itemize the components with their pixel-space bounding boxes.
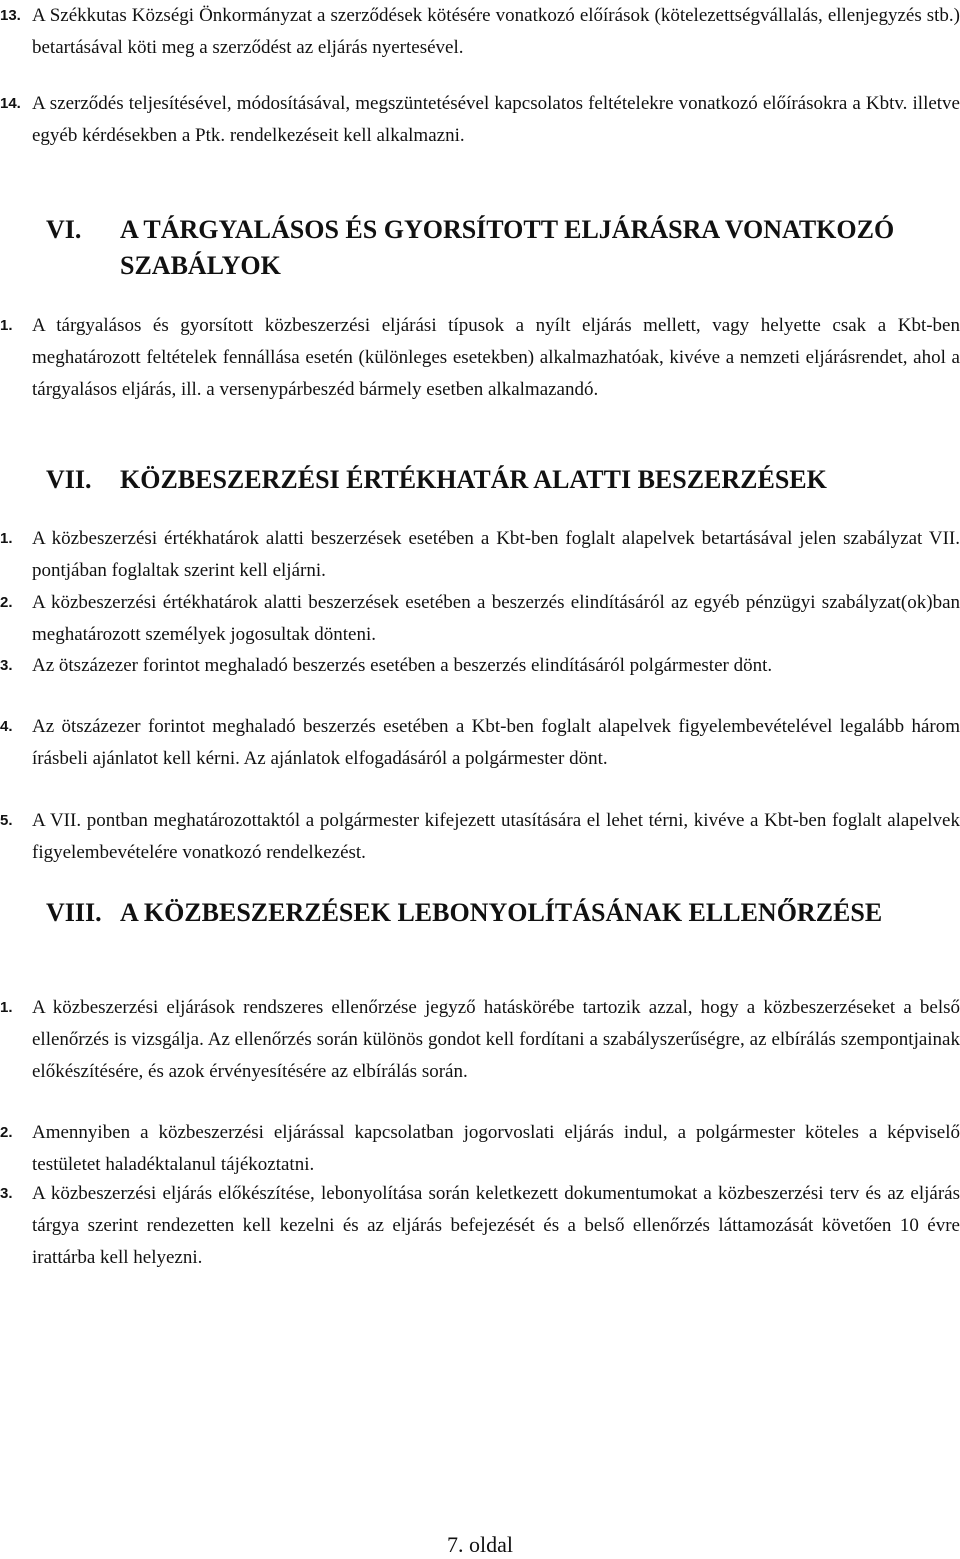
list-item [0, 650, 960, 682]
list-item [0, 88, 960, 152]
item-text: A közbeszerzési értékhatárok alatti beszerzések esetében a Kbt-ben foglalt alapelvek betartásával jelen szabályzat VII. pontjában foglaltak szerint kell eljárni. [32, 528, 960, 581]
section-number: VII. [46, 465, 92, 494]
list-item [0, 0, 960, 64]
list-item [0, 310, 960, 406]
item-number: 5. [0, 812, 13, 829]
item-number: 13. [0, 7, 21, 24]
section-heading-vii [0, 462, 960, 498]
item-text: A VII. pontban meghatározottaktól a polgármester kifejezett utasítására el lehet térni, kivéve a Kbt-ben foglalt alapelvek figyelembevételére vonatkozó rendelkezést. [32, 810, 960, 863]
section-heading-viii [0, 895, 960, 931]
item-text: Az ötszázezer forintot meghaladó beszerzés esetében a Kbt-ben foglalt alapelvek figyelembevételével legalább három írásbeli ajánlatot kell kérni. Az ajánlatok elfogadásáról a polgármester dönt. [32, 716, 960, 769]
item-text: A Székkutas Községi Önkormányzat a szerződések kötésére vonatkozó előírások (kötelezettségvállalás, ellenjegyzés stb.) betartásával köti meg a szerződést az eljárás nyertesével. [32, 5, 960, 58]
item-text: A közbeszerzési eljárások rendszeres ellenőrzése jegyző hatáskörébe tartozik azzal, hogy a közbeszerzéseket a belső ellenőrzés is vizsgálja. Az ellenőrzés során különös gondot kell fordítani a szabályszerűségre, az elbírálás szempontjainak előkészítésére, és azok érvényesítésére az elbírálás során. [32, 997, 960, 1082]
item-number: 14. [0, 95, 21, 112]
item-number: 2. [0, 594, 13, 611]
item-text: Az ötszázezer forintot meghaladó beszerzés esetében a beszerzés elindításáról polgármester dönt. [32, 655, 773, 676]
item-text: Amennyiben a közbeszerzési eljárással kapcsolatban jogorvoslati eljárás indul, a polgármester köteles a képviselő testületet haladéktalanul tájékoztatni. [32, 1122, 960, 1175]
section-number: VI. [46, 215, 82, 244]
list-item [0, 1117, 960, 1181]
section-title: A KÖZBESZERZÉSEK LEBONYOLÍTÁSÁNAK ELLENŐRZÉSE [120, 898, 883, 927]
item-text: A közbeszerzési értékhatárok alatti beszerzések esetében a beszerzés elindításáról az egyéb pénzügyi szabályzat(ok)ban meghatározott személyek jogosultak dönteni. [32, 592, 960, 645]
page-number: 7. oldal [447, 1532, 513, 1557]
item-number: 3. [0, 657, 13, 674]
item-text: A tárgyalásos és gyorsított közbeszerzési eljárási típusok a nyílt eljárás mellett, vagy helyette csak a Kbt-ben meghatározott feltételek fennállása esetén (különleges esetekben) alkalmazhatóak, kivéve a nemzeti eljárásrendet, ahol a tárgyalásos eljárás, ill. a versenypárbeszéd bármely esetben alkalmazandó. [32, 315, 960, 400]
section-title: A TÁRGYALÁSOS ÉS GYORSÍTOTT ELJÁRÁSRA VONATKOZÓ SZABÁLYOK [120, 215, 895, 280]
list-item [0, 805, 960, 869]
item-text: A közbeszerzési eljárás előkészítése, lebonyolítása során keletkezett dokumentumokat a közbeszerzési terv és az eljárás tárgya szerint rendezetten kell kezelni és az eljárás befejezését és a belső ellenőrzés láttamozását követően 10 évre irattárba kell helyezni. [32, 1183, 960, 1268]
list-item [0, 523, 960, 587]
item-number: 1. [0, 317, 13, 334]
item-number: 3. [0, 1185, 13, 1202]
section-heading-vi [0, 212, 960, 284]
list-item [0, 1178, 960, 1274]
item-number: 4. [0, 718, 13, 735]
item-number: 1. [0, 530, 13, 547]
list-item [0, 587, 960, 651]
list-item [0, 711, 960, 775]
section-title: KÖZBESZERZÉSI ÉRTÉKHATÁR ALATTI BESZERZÉSEK [120, 465, 827, 494]
item-number: 1. [0, 999, 13, 1016]
item-text: A szerződés teljesítésével, módosításával, megszüntetésével kapcsolatos feltételekre vonatkozó előírásokra a Kbtv. illetve egyéb kérdésekben a Ptk. rendelkezéseit kell alkalmazni. [32, 93, 960, 146]
list-item [0, 992, 960, 1088]
section-number: VIII. [46, 898, 102, 927]
item-number: 2. [0, 1124, 13, 1141]
